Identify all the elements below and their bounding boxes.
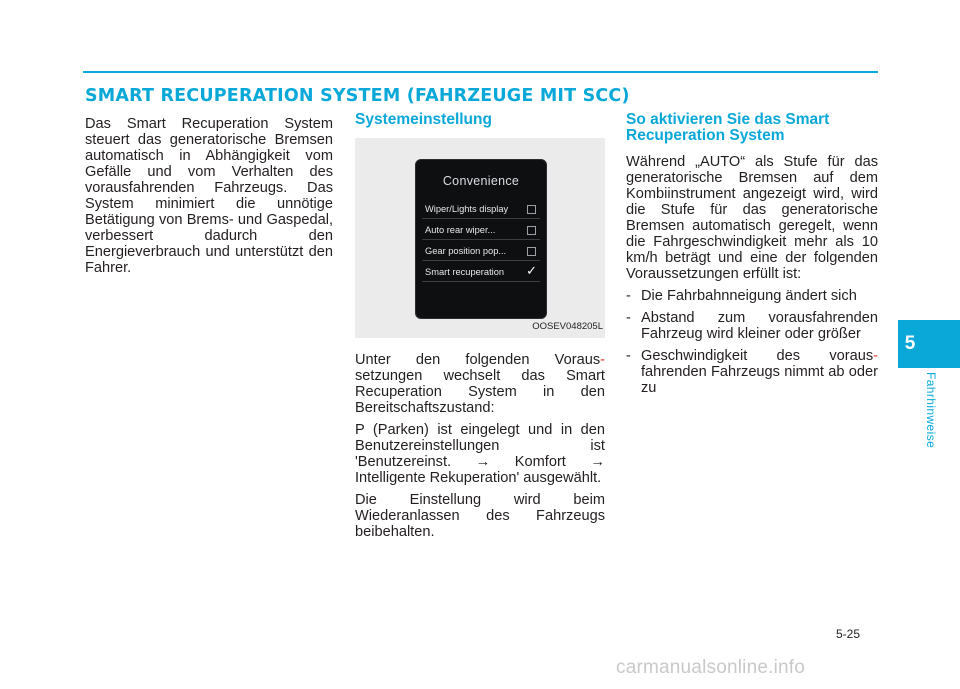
left-column (85, 116, 333, 282)
chapter-tab (898, 320, 960, 368)
header-rule (83, 71, 878, 73)
chapter-label: Fahrhinweise (924, 372, 938, 449)
menu-item-label: Smart recuperation (425, 267, 505, 277)
conditions-list (626, 288, 878, 396)
checkbox-icon (527, 247, 536, 256)
page-number: 5-25 (836, 627, 861, 641)
menu-item-auto-rear-wiper (422, 220, 540, 240)
activation-heading: So aktivieren Sie das Smart Recuperation System (626, 111, 830, 144)
watermark: carmanualsonline.info (616, 657, 806, 678)
list-item: - Geschwindigkeit des voraus-fahrenden Fahrzeugs nimmt ab oder zu (626, 348, 878, 396)
figure-code: OOSEV048205L (532, 321, 603, 332)
list-item: - Die Fahrbahnneigung ändert sich (626, 288, 878, 304)
chapter-number: 5 (904, 333, 916, 354)
middle-column (355, 112, 605, 546)
checkbox-icon (527, 205, 536, 214)
list-item: - Abstand zum vorausfahrenden Fahrzeug wird kleiner oder größer (626, 310, 878, 342)
settings-path-paragraph: P (Parken) ist eingelegt und in den Benutzereinstellungen ist 'Benutzereinst. → Komfort → Intelligente Rekuperation' ausgewählt. (355, 422, 605, 486)
restart-paragraph: Die Einstellung wird beim Wiederanlassen des Fahrzeugs beibehalten. (355, 492, 605, 540)
screen-title: Convenience (442, 174, 520, 188)
menu-item-wiper-lights (422, 199, 540, 219)
right-column (626, 112, 878, 402)
display-screen (415, 159, 547, 319)
menu-item-label: Wiper/Lights display (425, 204, 509, 214)
checkbox-icon (527, 226, 536, 235)
conditions-paragraph: Unter den folgenden Voraus-setzungen wechselt das Smart Recuperation System in den Bereitschaftszustand: (355, 352, 605, 416)
settings-heading: Systemeinstellung (355, 111, 492, 128)
checkmark-icon: ✓ (526, 263, 537, 278)
menu-item-gear-position (422, 241, 540, 261)
settings-figure (355, 138, 605, 338)
section-title: SMART RECUPERATION SYSTEM (FAHRZEUGE MIT SCC) (85, 86, 630, 106)
menu-item-label: Gear position pop... (425, 246, 507, 256)
activation-paragraph: Während „AUTO“ als Stufe für das generatorische Bremsen auf dem Kombiinstrument angezeigt wird, wird die Stufe für das generatorische Bremsen automatisch geregelt, wenn die Fahrgeschwindigkeit mehr als 10 km/h beträgt und eine der folgenden Voraussetzungen erfüllt ist: (626, 154, 878, 282)
menu-item-label: Auto rear wiper... (425, 225, 496, 235)
menu-item-smart-recuperation (422, 262, 540, 282)
intro-paragraph: Das Smart Recuperation System steuert das generatorische Bremsen automatisch in Abhängigkeit vom Gefälle und vom Verhalten des vorausfahrenden Fahrzeugs. Das System minimiert die unnötige Betätigung von Brems- und Gaspedal, verbessert dadurch den Energieverbrauch und unterstützt den Fahrer. (85, 116, 333, 276)
